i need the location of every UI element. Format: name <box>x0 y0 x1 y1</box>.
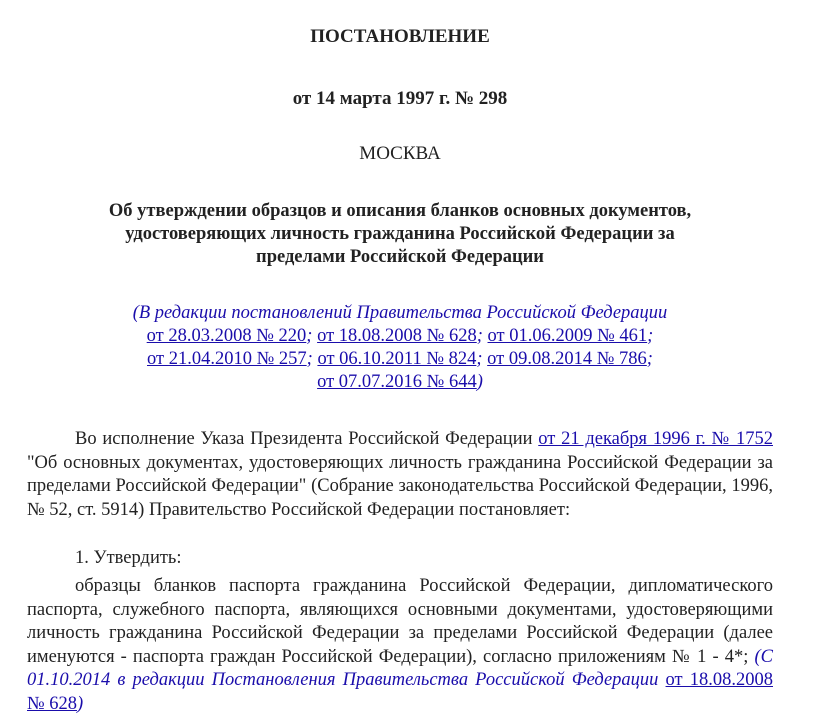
decree-link[interactable]: от 21 декабря 1996 г. № 1752 <box>538 429 773 449</box>
para3-note-text: (С 01.10.2014 в редакции Постановления Правительства Российской Федерации <box>27 646 773 690</box>
document-date: от 14 марта 1997 г. № 298 <box>292 88 508 109</box>
para1-after: "Об основных документах, удостоверяющих личность гражданина Российской Федерации за пределами Российской Федерации" (Собрание законодательства Российской Федерации, 1996, № 52, ст. 5914) Правительство Российской Федерации постановляет: <box>27 452 773 520</box>
edit-link[interactable]: от 01.06.2009 № 461 <box>487 326 648 346</box>
edits-suffix: ) <box>476 372 483 392</box>
edits-prefix: (В редакции постановлений Правительства Российской Федерации <box>132 303 668 323</box>
document-title: ПОСТАНОВЛЕНИЕ <box>310 26 490 47</box>
edit-link[interactable]: от 28.03.2008 № 220 <box>146 326 307 346</box>
edit-link[interactable]: от 07.07.2016 № 644 <box>317 372 477 392</box>
document-city: МОСКВА <box>359 143 441 164</box>
para1-before: Во исполнение Указа Президента Российской Федерации <box>75 429 539 449</box>
edit-link[interactable]: от 21.04.2010 № 257 <box>147 349 307 369</box>
amendment-link[interactable]: от 18.08.2008 № 628 <box>27 670 773 714</box>
para3-text: образцы бланков паспорта гражданина Российской Федерации, дипломатического паспорта, служебного паспорта, являющихся основными документами, удостоверяющими личность гражданина Российской Федерации за пределами Российской Федерации (далее именуются - паспорта граждан Российской Федерации), согласно приложениям № 1 - 4*; <box>27 576 773 667</box>
document-subject: Об утверждении образцов и описания бланков основных документов, удостоверяющих личность гражданина Российской Федерации за пределами Российской Федерации <box>108 201 692 267</box>
edit-link[interactable]: от 06.10.2011 № 824 <box>317 349 477 369</box>
paragraph-item-1-text <box>27 575 773 716</box>
edit-link[interactable]: от 18.08.2008 № 628 <box>317 326 477 346</box>
paragraph-preamble <box>27 428 773 522</box>
edit-link[interactable]: от 09.08.2014 № 786 <box>487 349 647 369</box>
paragraph-item-1: 1. Утвердить: <box>75 548 182 568</box>
para3-note-end: ) <box>77 693 84 714</box>
edits-note: (В редакции постановлений Правительства Российской Федерации от 28.03.2008 № 220; от 18.08.2008 № 628; от 01.06.2009 № 461; от 21.04.2010 № 257; от 06.10.2011 № 824; от 09.08.2014 № 786; от 07.07.2016 № 644) <box>132 303 668 392</box>
